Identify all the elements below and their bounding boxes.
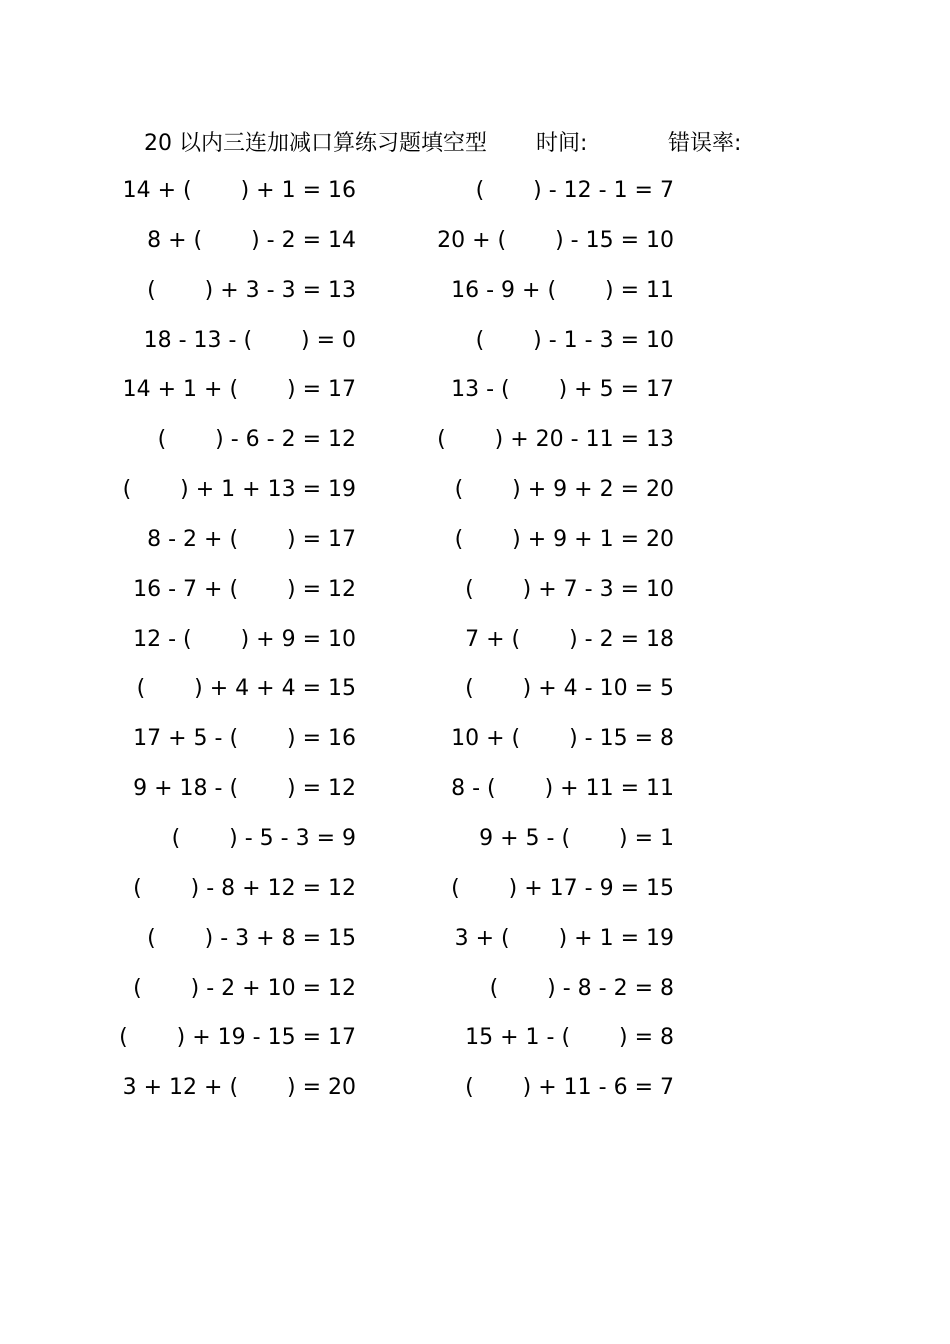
problem-item: ( ) + 9 + 2 = 20 [454,477,674,503]
problem-item: ( ) + 4 + 4 = 15 [136,676,356,702]
problem-item: 8 - ( ) + 11 = 11 [451,776,674,802]
problem-item: 7 + ( ) - 2 = 18 [465,626,674,652]
problem-item: 10 + ( ) - 15 = 8 [451,726,674,752]
problem-item: ( ) - 5 - 3 = 9 [171,825,356,851]
problem-item: ( ) + 3 - 3 = 13 [147,277,356,303]
problem-item: ( ) + 9 + 1 = 20 [454,526,674,552]
problem-item: ( ) + 11 - 6 = 7 [465,1075,674,1101]
problem-item: ( ) + 7 - 3 = 10 [465,576,674,602]
problem-item: ( ) + 20 - 11 = 13 [437,427,674,453]
problem-item: 14 + ( ) + 1 = 16 [122,178,356,203]
problem-item: 9 + 5 - ( ) = 1 [479,825,674,851]
problem-item: ( ) - 8 + 12 = 12 [133,875,356,901]
problem-item: 16 - 9 + ( ) = 11 [451,277,674,303]
problem-item: 12 - ( ) + 9 = 10 [133,626,356,652]
error-rate-label: 错误率: [668,131,742,156]
problem-item: 8 + ( ) - 2 = 14 [147,227,356,253]
problem-item: ( ) + 17 - 9 = 15 [451,875,674,901]
problem-item: 14 + 1 + ( ) = 17 [122,377,356,403]
worksheet-title: 20 以内三连加减口算练习题填空型 [144,131,487,156]
problem-item: ( ) - 8 - 2 = 8 [489,975,674,1001]
problem-item: ( ) - 12 - 1 = 7 [475,178,674,203]
problem-item: ( ) - 1 - 3 = 10 [475,327,674,353]
problem-item: 3 + ( ) + 1 = 19 [454,925,674,951]
problem-item: ( ) - 3 + 8 = 15 [147,925,356,951]
problem-item: 20 + ( ) - 15 = 10 [437,227,674,253]
right-problem-column [374,172,674,1119]
problem-item: 17 + 5 - ( ) = 16 [133,726,356,752]
problem-item: 3 + 12 + ( ) = 20 [122,1075,356,1101]
problem-item: ( ) - 2 + 10 = 12 [133,975,356,1001]
problem-item: ( ) + 1 + 13 = 19 [122,477,356,503]
problem-item: 15 + 1 - ( ) = 8 [465,1025,674,1051]
problem-item: 18 - 13 - ( ) = 0 [143,327,356,353]
problem-item: ( ) + 19 - 15 = 17 [119,1025,356,1051]
worksheet-header [144,126,764,158]
problem-item: 9 + 18 - ( ) = 12 [133,776,356,802]
problem-item: ( ) - 6 - 2 = 12 [157,427,356,453]
problem-item: 8 - 2 + ( ) = 17 [147,526,356,552]
problem-item: ( ) + 4 - 10 = 5 [465,676,674,702]
time-label: 时间: [536,131,588,156]
left-problem-column [56,172,356,1119]
problem-item: 13 - ( ) + 5 = 17 [451,377,674,403]
problem-item: 16 - 7 + ( ) = 12 [133,576,356,602]
